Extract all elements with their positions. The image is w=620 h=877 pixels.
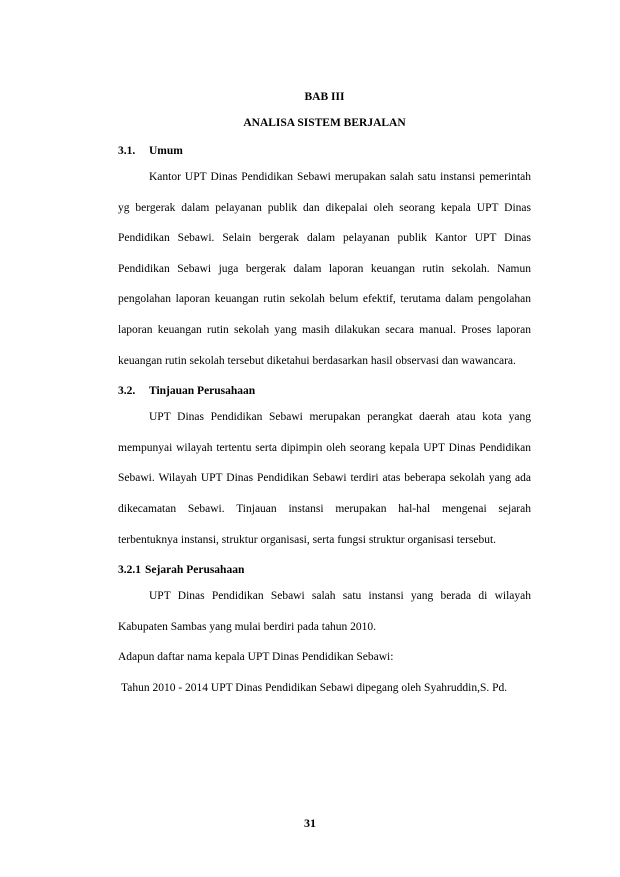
- section-paragraph: UPT Dinas Pendidikan Sebawi salah satu instansi yang berada di wilayah Kabupaten Sambas yang mulai berdiri pada tahun 2010.: [118, 590, 531, 633]
- section-heading-tinjauan: [118, 380, 531, 402]
- section-heading-umum: [118, 140, 531, 162]
- section-number: 3.1.: [118, 145, 136, 157]
- page-number: 31: [304, 816, 316, 830]
- list-intro: Adapun daftar nama kepala UPT Dinas Pendidikan Sebawi:: [118, 651, 394, 664]
- section-title: Sejarah Perusahaan: [145, 564, 245, 577]
- section-number: 3.2.1: [118, 564, 141, 577]
- list-item: Tahun 2010 - 2014 UPT Dinas Pendidikan Sebawi dipegang oleh Syahruddin,S. Pd.: [121, 681, 508, 694]
- subsection-heading-sejarah: [118, 559, 531, 581]
- section-paragraph: Kantor UPT Dinas Pendidikan Sebawi merupakan salah satu instansi pemerintah yg bergerak dalam pelayanan publik dan dikepalai oleh seorang kepala UPT Dinas Pendidikan Sebawi. Selain bergerak dalam pelayanan publik Kantor UPT Dinas Pendidikan Sebawi juga bergerak dalam laporan keuangan rutin sekolah. Namun pengolahan laporan keuangan rutin sekolah belum efektif, terutama dalam pengolahan laporan keuangan rutin sekolah yang masih dilakukan secara manual. Proses laporan keuangan rutin sekolah tersebut diketahui berdasarkan hasil observasi dan wawancara.: [118, 171, 531, 367]
- section-number: 3.2.: [118, 385, 136, 398]
- page-content: [118, 84, 531, 704]
- section-title: Tinjauan Perusahaan: [149, 385, 256, 398]
- chapter-label: BAB III: [304, 91, 345, 103]
- chapter-title: ANALISA SISTEM BERJALAN: [243, 117, 406, 129]
- section-paragraph: UPT Dinas Pendidikan Sebawi merupakan perangkat daerah atau kota yang mempunyai wilayah tertentu serta dipimpin oleh seorang kepala UPT Dinas Pendidikan Sebawi. Wilayah UPT Dinas Pendidikan Sebawi terdiri atas beberapa sekolah yang ada dikecamatan Sebawi. Tinjauan instansi merupakan hal-hal mengenai sejarah terbentuknya instansi, struktur organisasi, serta fungsi struktur organisasi tersebut.: [118, 411, 531, 546]
- section-title: Umum: [149, 145, 183, 157]
